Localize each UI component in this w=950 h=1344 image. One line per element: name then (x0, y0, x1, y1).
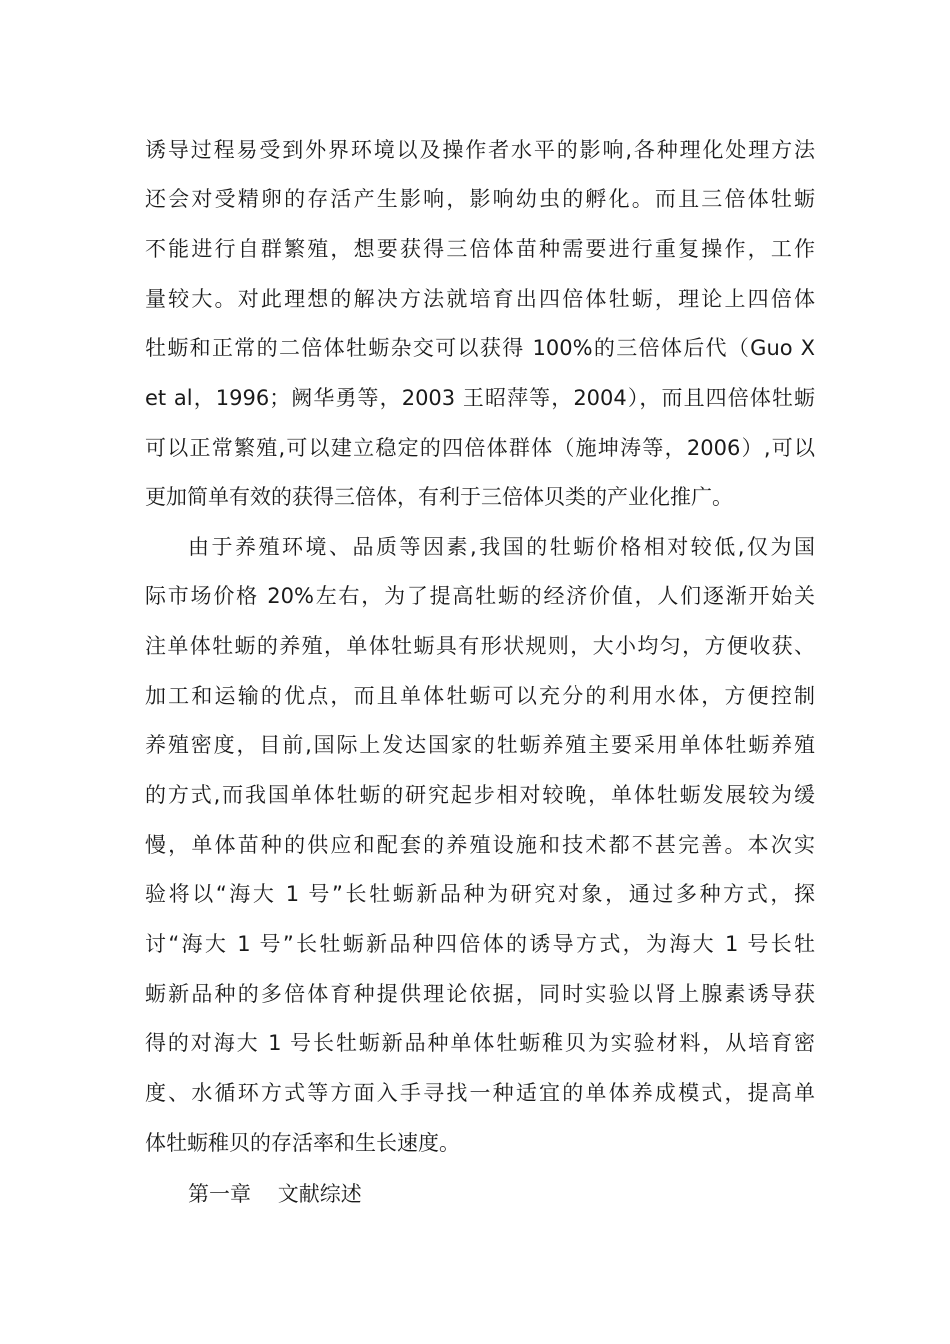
paragraph-1-line-6: et al，1996；阙华勇等，2003 王昭萍等，2004），而且四倍体牡蛎 (145, 386, 815, 410)
paragraph-2-line-7: 慢，单体苗种的供应和配套的养殖设施和技术都不甚完善。本次实 (145, 833, 815, 857)
paragraph-1-line-4: 量较大。对此理想的解决方法就培育出四倍体牡蛎，理论上四倍体 (145, 287, 815, 311)
paragraph-1-line-2: 还会对受精卵的存活产生影响，影响幼虫的孵化。而且三倍体牡蛎 (145, 187, 815, 211)
paragraph-2-line-10: 蛎新品种的多倍体育种提供理论依据，同时实验以肾上腺素诱导获 (145, 982, 815, 1006)
paragraph-2-line-3: 注单体牡蛎的养殖，单体牡蛎具有形状规则，大小均匀，方便收获、 (145, 634, 815, 658)
paragraph-2-line-5: 养殖密度，目前,国际上发达国家的牡蛎养殖主要采用单体牡蛎养殖 (145, 733, 815, 757)
paragraph-2-line-8: 验将以“海大 1 号”长牡蛎新品种为研究对象，通过多种方式，探 (145, 882, 815, 906)
paragraph-1-line-8: 更加简单有效的获得三倍体，有利于三倍体贝类的产业化推广。 (145, 485, 733, 509)
paragraph-2-line-12: 度、水循环方式等方面入手寻找一种适宜的单体养成模式，提高单 (145, 1081, 815, 1105)
paragraph-2-line-9: 讨“海大 1 号”长牡蛎新品种四倍体的诱导方式，为海大 1 号长牡 (145, 932, 815, 956)
paragraph-2-line-6: 的方式,而我国单体牡蛎的研究起步相对较晚，单体牡蛎发展较为缓 (145, 783, 815, 807)
paragraph-2-line-1: 由于养殖环境、品质等因素,我国的牡蛎价格相对较低,仅为国 (188, 535, 815, 559)
paragraph-2-line-11: 得的对海大 1 号长牡蛎新品种单体牡蛎稚贝为实验材料，从培育密 (145, 1031, 815, 1055)
chapter-heading: 第一章 文献综述 (188, 1182, 362, 1206)
paragraph-2-line-2: 际市场价格 20%左右，为了提高牡蛎的经济价值，人们逐渐开始关 (145, 584, 815, 608)
paragraph-2-line-4: 加工和运输的优点，而且单体牡蛎可以充分的利用水体，方便控制 (145, 684, 815, 708)
paragraph-2-line-13: 体牡蛎稚贝的存活率和生长速度。 (145, 1131, 460, 1155)
paragraph-1-line-3: 不能进行自群繁殖，想要获得三倍体苗种需要进行重复操作，工作 (145, 237, 815, 261)
paragraph-1-line-5: 牡蛎和正常的二倍体牡蛎杂交可以获得 100%的三倍体后代（Guo X (145, 336, 815, 360)
paragraph-1-line-1: 诱导过程易受到外界环境以及操作者水平的影响,各种理化处理方法 (145, 138, 815, 162)
paragraph-1-line-7: 可以正常繁殖,可以建立稳定的四倍体群体（施坤涛等，2006）,可以 (145, 436, 815, 460)
